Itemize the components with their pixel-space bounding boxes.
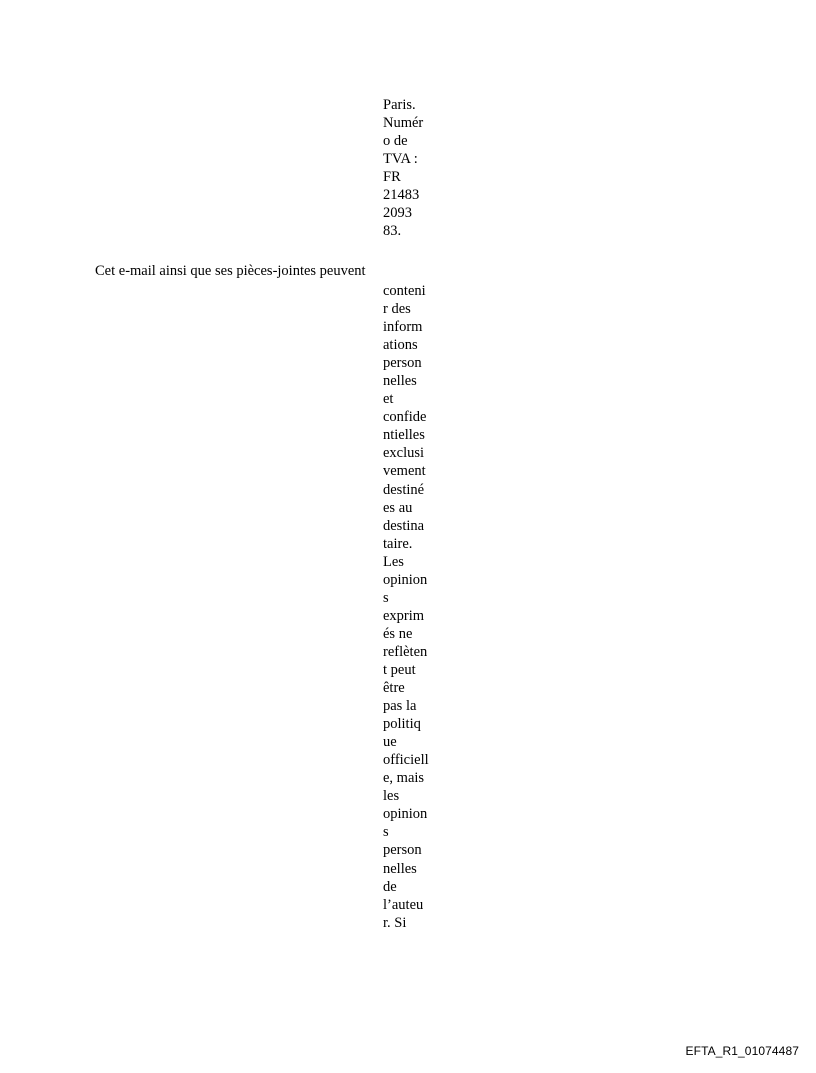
text-line: 2093: [383, 205, 412, 222]
text-line: e, mais: [383, 770, 425, 787]
text-line: officiell: [383, 752, 429, 769]
text-line: nelles: [383, 373, 417, 390]
text-line: person: [383, 842, 422, 859]
text-line: inform: [383, 319, 423, 336]
text-line: vement: [383, 463, 426, 480]
text-line: ntielles: [383, 427, 425, 444]
text-line: taire.: [383, 535, 413, 552]
text-line: Paris.: [383, 97, 416, 113]
text-line: o de: [383, 133, 408, 150]
text-line: l’auteu: [383, 896, 424, 913]
text-line: et: [383, 391, 394, 408]
text-line: exprim: [383, 607, 425, 624]
text-line: person: [383, 355, 422, 372]
text-line: nelles: [383, 860, 417, 877]
text-line: destiné: [383, 481, 425, 498]
text-line: s: [383, 589, 389, 606]
text-line: 21483: [383, 187, 420, 204]
text-line: politiq: [383, 716, 421, 733]
disclaimer-column: [383, 282, 429, 932]
text-line: destina: [383, 517, 425, 534]
text-line: 83.: [383, 223, 402, 240]
text-line: exclusi: [383, 445, 425, 462]
text-line: les: [383, 788, 400, 805]
text-line: conteni: [383, 283, 426, 299]
disclaimer-first-line: Cet e-mail ainsi que ses pièces-jointes peuvent: [95, 263, 366, 279]
company-info-column: [383, 96, 423, 240]
document-id-stamp: EFTA_R1_01074487: [685, 1044, 799, 1058]
text-line: Numér: [383, 115, 424, 132]
text-line: être: [383, 680, 405, 697]
text-line: es au: [383, 499, 413, 516]
text-line: ue: [383, 734, 397, 751]
text-line: pas la: [383, 698, 417, 715]
text-line: r. Si: [383, 914, 407, 931]
text-line: confide: [383, 409, 427, 426]
text-line: r des: [383, 301, 411, 318]
text-line: TVA :: [383, 151, 418, 168]
text-line: opinion: [383, 571, 428, 588]
text-line: ations: [383, 337, 418, 354]
text-line: és ne: [383, 625, 413, 642]
text-line: FR: [383, 169, 401, 186]
text-line: s: [383, 824, 389, 841]
text-line: t peut: [383, 661, 416, 678]
text-line: reflèten: [383, 643, 428, 660]
text-line: Les: [383, 553, 404, 570]
text-line: de: [383, 878, 397, 895]
text-line: opinion: [383, 806, 428, 823]
